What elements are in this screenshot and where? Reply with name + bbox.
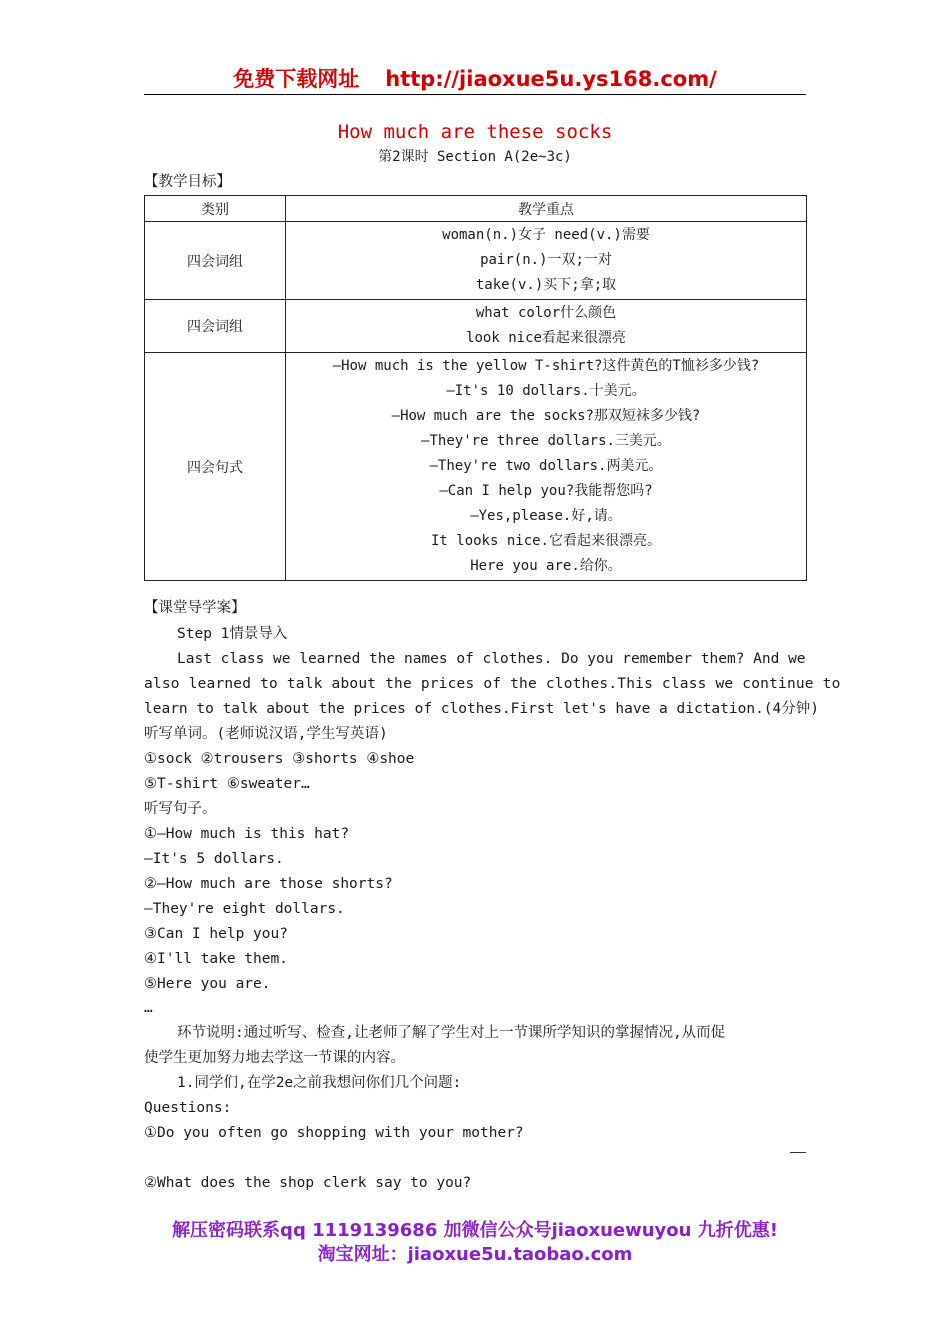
focus-line: —They're two dollars.两美元。 (429, 458, 663, 474)
table-cell-category: 四会词组 (145, 222, 286, 300)
dictation-words-line: ⑤T-shirt ⑥sweater… (144, 776, 310, 792)
step-heading: Step 1情景导入 (177, 626, 288, 642)
header-label: 免费下载网址 (233, 67, 360, 91)
table-row (145, 353, 807, 581)
intro-paragraph-line: learn to talk about the prices of clothes.First let's have a dictation.(4分钟) (144, 701, 820, 717)
footer-taobao-link[interactable]: 淘宝网址：jiaoxue5u.taobao.com (317, 1244, 633, 1265)
focus-line: woman(n.)女子 need(v.)需要 (442, 227, 650, 243)
header-url-link[interactable]: http://jiaoxue5u.ys168.com/ (385, 67, 717, 91)
focus-line: —They're three dollars.三美元。 (421, 433, 671, 449)
table-header-row (145, 196, 807, 222)
question-item: ②What does the shop clerk say to you? (144, 1175, 472, 1191)
table-cell-category: 四会句式 (145, 353, 286, 581)
focus-line: —It's 10 dollars.十美元。 (446, 383, 646, 399)
dictation-sentence: ⑤Here you are. (144, 976, 271, 992)
intro-paragraph-line: Last class we learned the names of clothes. Do you remember them? And we (177, 651, 806, 667)
teaching-goals-table (144, 195, 807, 581)
lesson-subtitle: 第2课时 Section A(2e~3c) (378, 149, 572, 165)
answer-blank-line (790, 1152, 806, 1153)
table-cell-category: 四会词组 (145, 300, 286, 353)
dictation-sentence: —It's 5 dollars. (144, 851, 284, 867)
dictation-sentence: ③Can I help you? (144, 926, 288, 942)
focus-line: pair(n.)一双;一对 (480, 252, 612, 268)
dictation-sentences-label: 听写句子。 (144, 801, 217, 817)
dictation-sentence: —They're eight dollars. (144, 901, 345, 917)
dictation-words-line: ①sock ②trousers ③shorts ④shoe (144, 751, 415, 767)
ellipsis: … (144, 1000, 153, 1016)
intro-paragraph-line: also learned to talk about the prices of the clothes.This class we continue to (144, 676, 841, 692)
focus-line: It looks nice.它看起来很漂亮。 (430, 533, 661, 549)
section-classroom-guide-label: 【课堂导学案】 (144, 600, 246, 616)
focus-line: take(v.)买下;拿;取 (475, 277, 617, 293)
header-divider (144, 94, 806, 95)
focus-line: Here you are.给你。 (470, 558, 622, 574)
dictation-words-label: 听写单词。(老师说汉语,学生写英语) (144, 726, 388, 742)
dictation-sentence: ②—How much are those shorts? (144, 876, 393, 892)
table-header-category: 类别 (145, 196, 286, 222)
footer-contact-line: 解压密码联系qq 1119139686 加微信公众号jiaoxuewuyou 九折优惠! (172, 1220, 778, 1241)
questions-label: Questions: (144, 1100, 232, 1116)
table-header-focus: 教学重点 (286, 196, 807, 222)
question-item: ①Do you often go shopping with your mother? (144, 1125, 524, 1141)
focus-line: what color什么颜色 (475, 305, 617, 321)
download-header (144, 64, 806, 94)
table-row (145, 300, 807, 353)
dictation-sentence: ①—How much is this hat? (144, 826, 350, 842)
lesson-title: How much are these socks (337, 121, 613, 143)
section-teaching-goals-label: 【教学目标】 (144, 174, 231, 190)
table-cell-focus (286, 353, 807, 581)
note-paragraph-line: 使学生更加努力地去学这一节课的内容。 (144, 1050, 405, 1066)
table-row (145, 222, 807, 300)
note-paragraph-line: 环节说明:通过听写、检查,让老师了解了学生对上一节课所学知识的掌握情况,从而促 (177, 1025, 726, 1041)
focus-line: —Yes,please.好,请。 (470, 508, 622, 524)
focus-line: look nice看起来很漂亮 (466, 330, 626, 346)
table-cell-focus (286, 300, 807, 353)
dictation-sentence: ④I'll take them. (144, 951, 288, 967)
focus-line: —Can I help you?我能帮您吗? (439, 483, 653, 499)
questions-intro: 1.同学们,在学2e之前我想问你们几个问题: (177, 1075, 462, 1091)
focus-line: —How much are the socks?那双短袜多少钱? (391, 408, 701, 424)
focus-line: —How much is the yellow T-shirt?这件黄色的T恤衫多少钱? (332, 358, 760, 374)
table-cell-focus (286, 222, 807, 300)
